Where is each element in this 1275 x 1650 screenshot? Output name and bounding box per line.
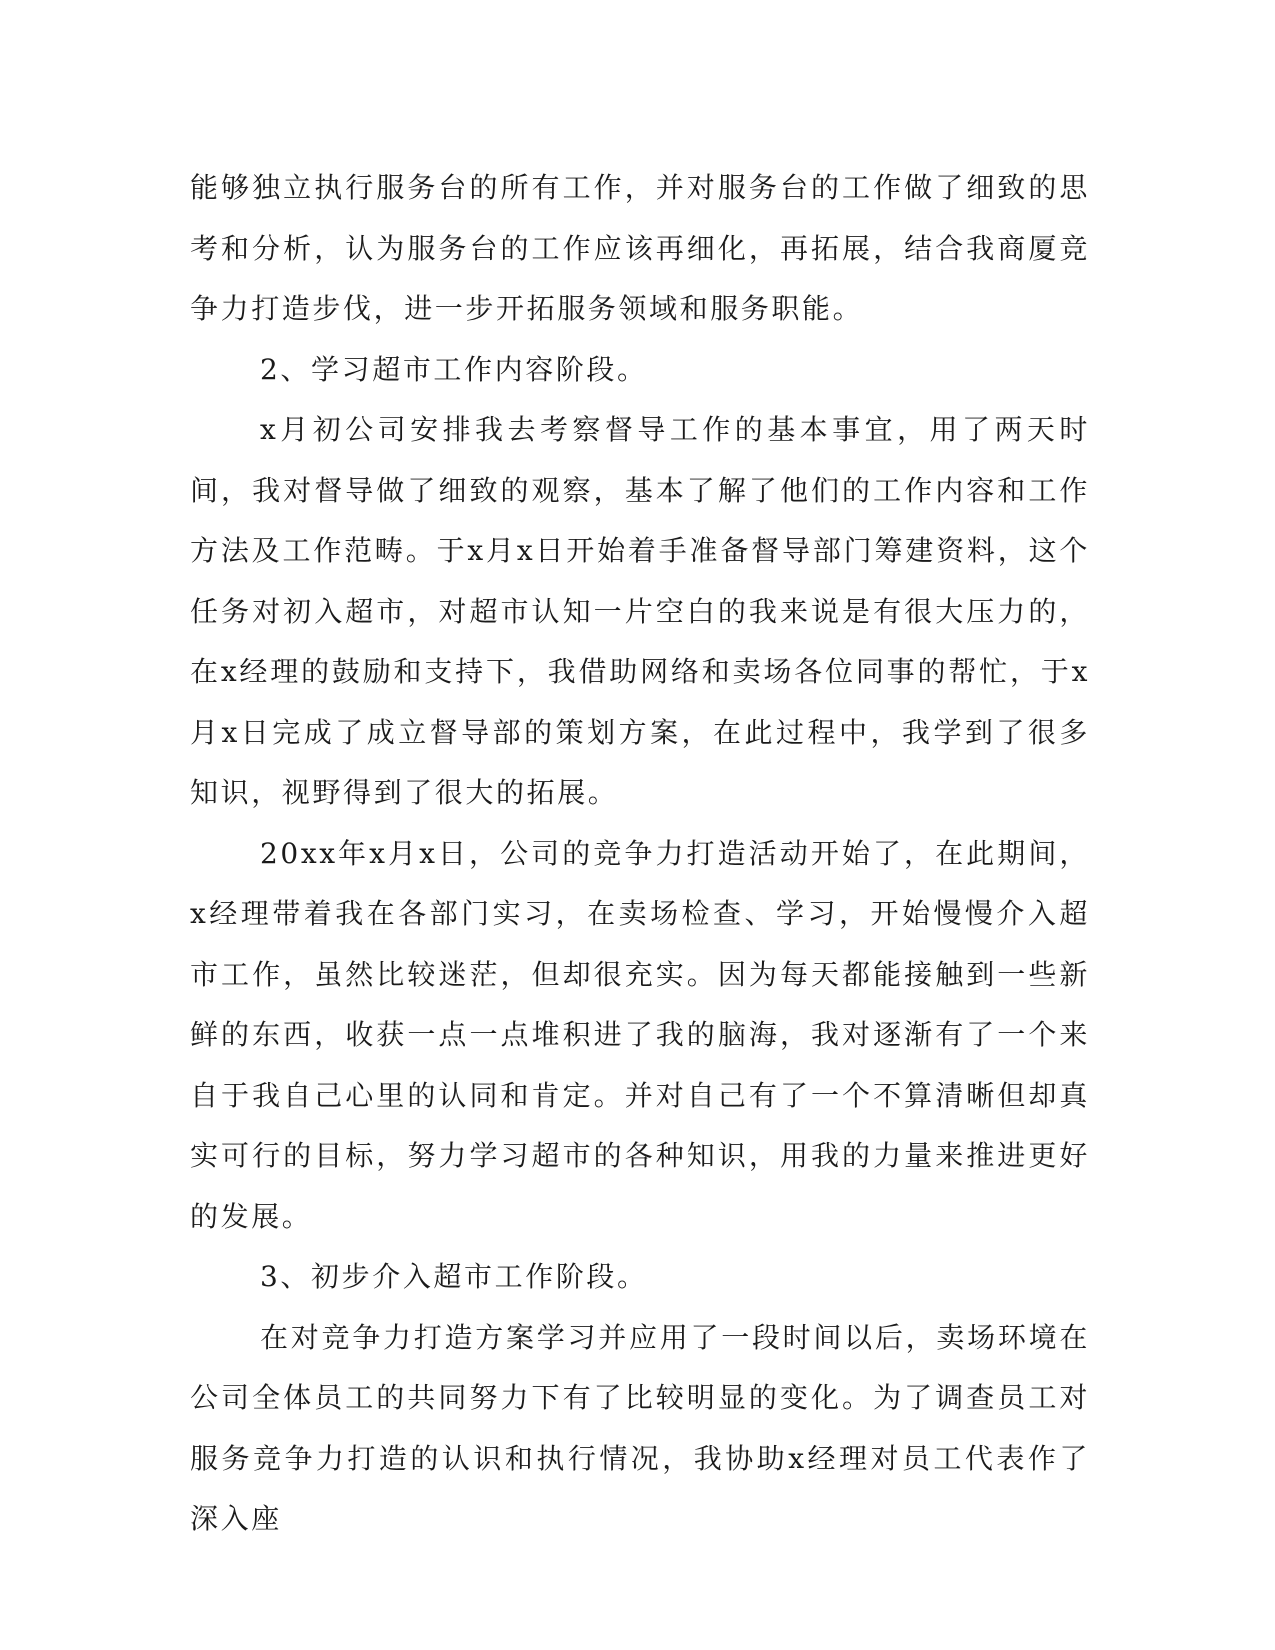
- heading-stage-2: 2、学习超市工作内容阶段。: [260, 352, 648, 386]
- paragraph-supervision: x月初公司安排我去考察督导工作的基本事宜，用了两天时间，我对督导做了细致的观察，基本了解了他们的工作内容和工作方法及工作范畴。于x月x日开始着手准备督导部门筹建资料，这个任务对初入超市，对超市认知一片空白的我来说是有很大压力的，在x经理的鼓励和支持下，我借助网络和卖场各位同事的帮忙，于x月x日完成了成立督导部的策划方案，在此过程中，我学到了很多知识，视野得到了很大的拓展。: [190, 413, 1090, 809]
- heading-stage-3: 3、初步介入超市工作阶段。: [260, 1260, 648, 1293]
- document-body: [190, 158, 1090, 1550]
- paragraph-survey: 在对竞争力打造方案学习并应用了一段时间以后，卖场环境在公司全体员工的共同努力下有了比较明显的变化。为了调查员工对服务竞争力打造的认识和执行情况，我协助x经理对员工代表作了深入座: [190, 1320, 1090, 1535]
- paragraph-competitiveness: 20xx年x月x日，公司的竞争力打造活动开始了，在此期间，x经理带着我在各部门实习，在卖场检查、学习，开始慢慢介入超市工作，虽然比较迷茫，但却很充实。因为每天都能接触到一些新鲜的东西，收获一点一点堆积进了我的脑海，我对逐渐有了一个来自于我自己心里的认同和肯定。并对自己有了一个不算清晰但却真实可行的目标，努力学习超市的各种知识，用我的力量来推进更好的发展。: [190, 836, 1090, 1233]
- paragraph-service-desk: 能够独立执行服务台的所有工作，并对服务台的工作做了细致的思考和分析，认为服务台的工作应该再细化，再拓展，结合我商厦竞争力打造步伐，进一步开拓服务领域和服务职能。: [190, 171, 1090, 325]
